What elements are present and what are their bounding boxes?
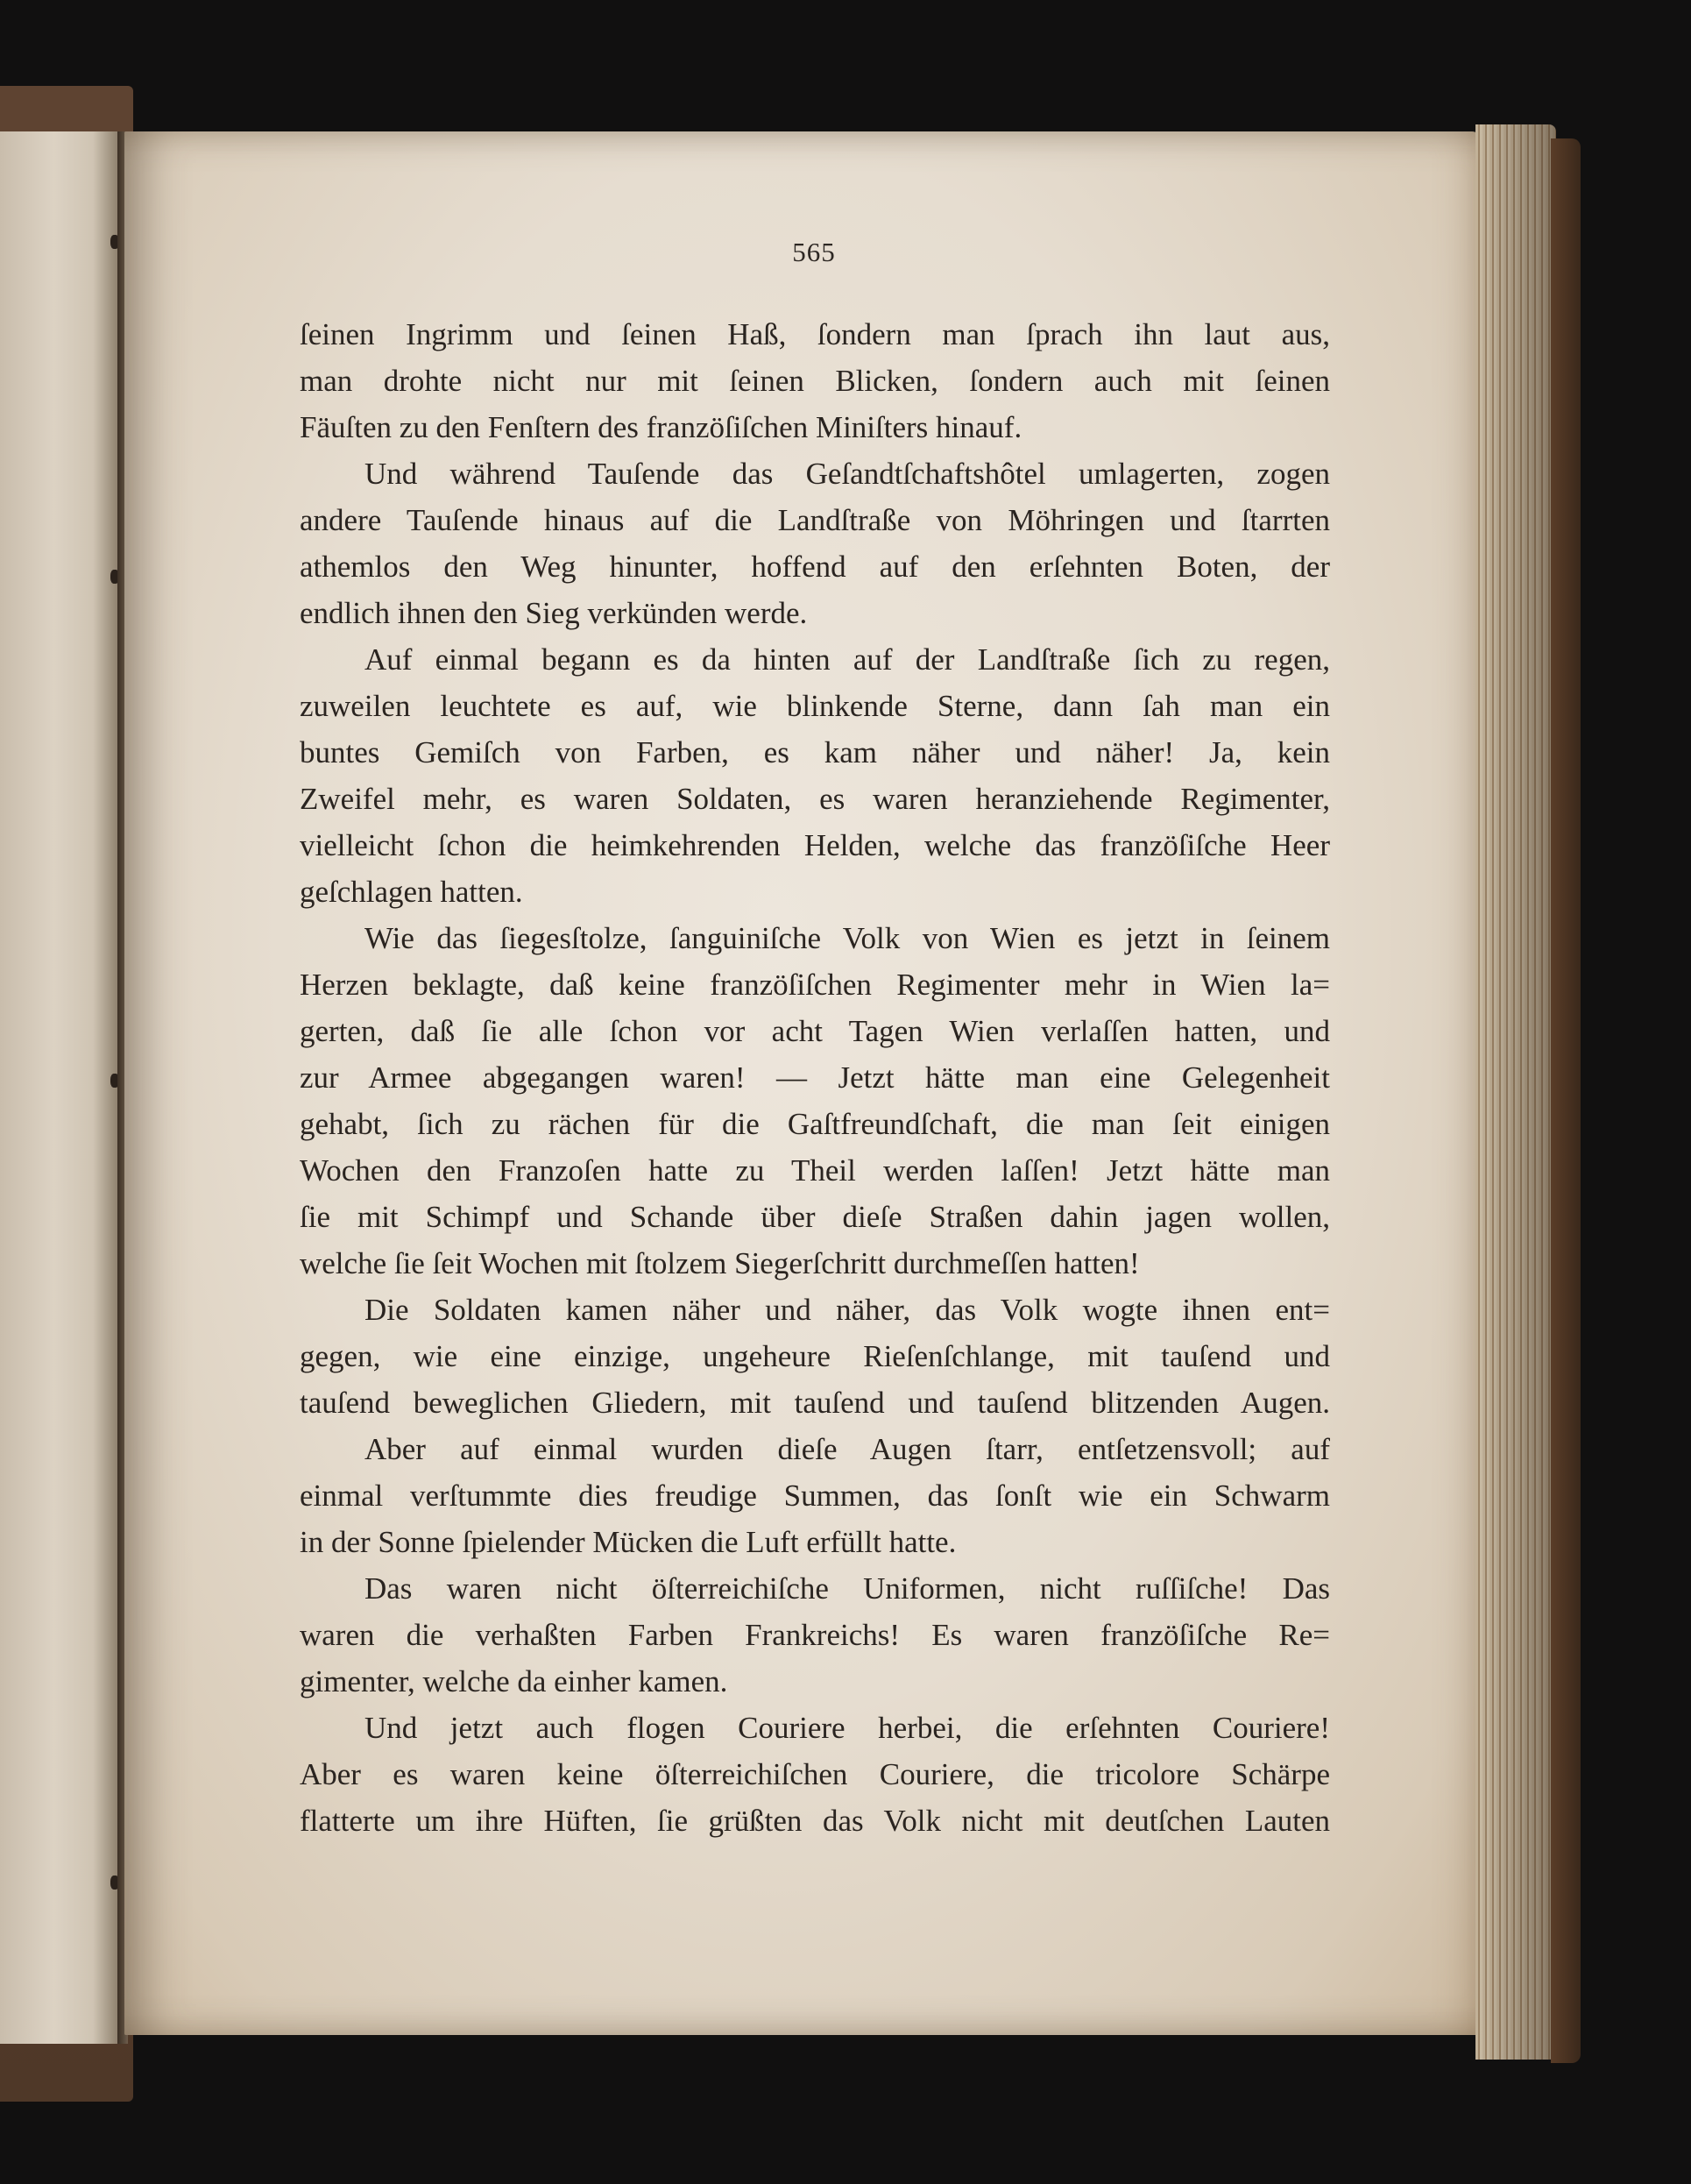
- text-line: einmal verſtummte dies freudige Summen, das ſonſt wie ein Schwarm: [300, 1478, 1330, 1513]
- text-line: Das waren nicht öſterreichiſche Uniformen, nicht ruſſiſche! Das: [364, 1571, 1330, 1606]
- text-line: buntes Gemiſch von Farben, es kam näher und näher! Ja, kein: [300, 735, 1330, 769]
- text-line: Auf einmal begann es da hinten auf der Landſtraße ſich zu regen,: [364, 642, 1330, 677]
- text-line: Die Soldaten kamen näher und näher, das Volk wogte ihnen ent=: [364, 1293, 1330, 1327]
- right-page: [124, 131, 1481, 2035]
- text-line: flatterte um ihre Hüften, ſie grüßten das Volk nicht mit deutſchen Lauten: [300, 1804, 1330, 1838]
- text-line: gegen, wie eine einzige, ungeheure Rieſenſchlange, mit tauſend und: [300, 1339, 1330, 1373]
- text-line: vielleicht ſchon die heimkehrenden Helden, welche das franzöſiſche Heer: [300, 828, 1330, 862]
- page-number: 565: [792, 237, 836, 267]
- text-line: Zweifel mehr, es waren Soldaten, es waren heranziehende Regimenter,: [300, 782, 1330, 816]
- text-line: welche ſie ſeit Wochen mit ſtolzem Siegerſchritt durchmeſſen hatten!: [300, 1246, 1140, 1280]
- text-line: zur Armee abgegangen waren! — Jetzt hätte man eine Gelegenheit: [300, 1060, 1330, 1095]
- text-line: gerten, daß ſie alle ſchon vor acht Tagen Wien verlaſſen hatten, und: [300, 1014, 1330, 1048]
- paragraph: [300, 1287, 1330, 1426]
- text-line: geſchlagen hatten.: [300, 875, 523, 909]
- paragraph: [300, 1426, 1330, 1565]
- text-line: Und jetzt auch flogen Couriere herbei, die erſehnten Couriere!: [364, 1711, 1330, 1745]
- text-line: in der Sonne ſpielender Mücken die Luft erfüllt hatte.: [300, 1525, 957, 1559]
- text-line: Herzen beklagte, daß keine franzöſiſchen Regimenter mehr in Wien la=: [300, 968, 1330, 1002]
- paragraph: [300, 915, 1330, 1287]
- text-line: gehabt, ſich zu rächen für die Gaſtfreundſchaft, die man ſeit einigen: [300, 1107, 1330, 1141]
- page-edges: [1475, 124, 1556, 2060]
- text-line: zuweilen leuchtete es auf, wie blinkende Sterne, dann ſah man ein: [300, 689, 1330, 723]
- text-line: Aber auf einmal wurden dieſe Augen ſtarr, entſetzensvoll; auf: [364, 1432, 1330, 1466]
- right-cover-edge: [1551, 138, 1581, 2063]
- text-line: athemlos den Weg hinunter, hoffend auf den erſehnten Boten, der: [300, 550, 1330, 584]
- text-line: ſeinen Ingrimm und ſeinen Haß, ſondern man ſprach ihn laut aus,: [300, 317, 1330, 351]
- paragraph: [300, 450, 1330, 636]
- paragraph: [300, 636, 1330, 915]
- text-line: man drohte nicht nur mit ſeinen Blicken, ſondern auch mit ſeinen: [300, 364, 1330, 398]
- text-line: andere Tauſende hinaus auf die Landſtraße von Möhringen und ſtarrten: [300, 503, 1330, 537]
- text-block: [300, 311, 1330, 1844]
- paragraph: [300, 1705, 1330, 1844]
- text-line: Und während Tauſende das Geſandtſchaftshôtel umlagerten, zogen: [364, 457, 1330, 491]
- paragraph: [300, 311, 1330, 450]
- text-line: gimenter, welche da einher kamen.: [300, 1664, 728, 1698]
- text-line: ſie mit Schimpf und Schande über dieſe Straßen dahin jagen wollen,: [300, 1200, 1330, 1234]
- left-page: [0, 131, 119, 2044]
- text-line: Aber es waren keine öſterreichiſchen Couriere, die tricolore Schärpe: [300, 1757, 1330, 1791]
- text-line: Fäuſten zu den Fenſtern des franzöſiſchen Miniſters hinauf.: [300, 410, 1022, 444]
- text-line: tauſend beweglichen Gliedern, mit tauſend und tauſend blitzenden Augen.: [300, 1386, 1330, 1420]
- text-line: waren die verhaßten Farben Frankreichs! Es waren franzöſiſche Re=: [300, 1618, 1330, 1652]
- text-line: Wochen den Franzoſen hatte zu Theil werden laſſen! Jetzt hätte man: [300, 1153, 1330, 1188]
- paragraph: [300, 1565, 1330, 1705]
- text-line: Wie das ſiegesſtolze, ſanguiniſche Volk von Wien es jetzt in ſeinem: [364, 921, 1330, 955]
- text-line: endlich ihnen den Sieg verkünden werde.: [300, 596, 808, 630]
